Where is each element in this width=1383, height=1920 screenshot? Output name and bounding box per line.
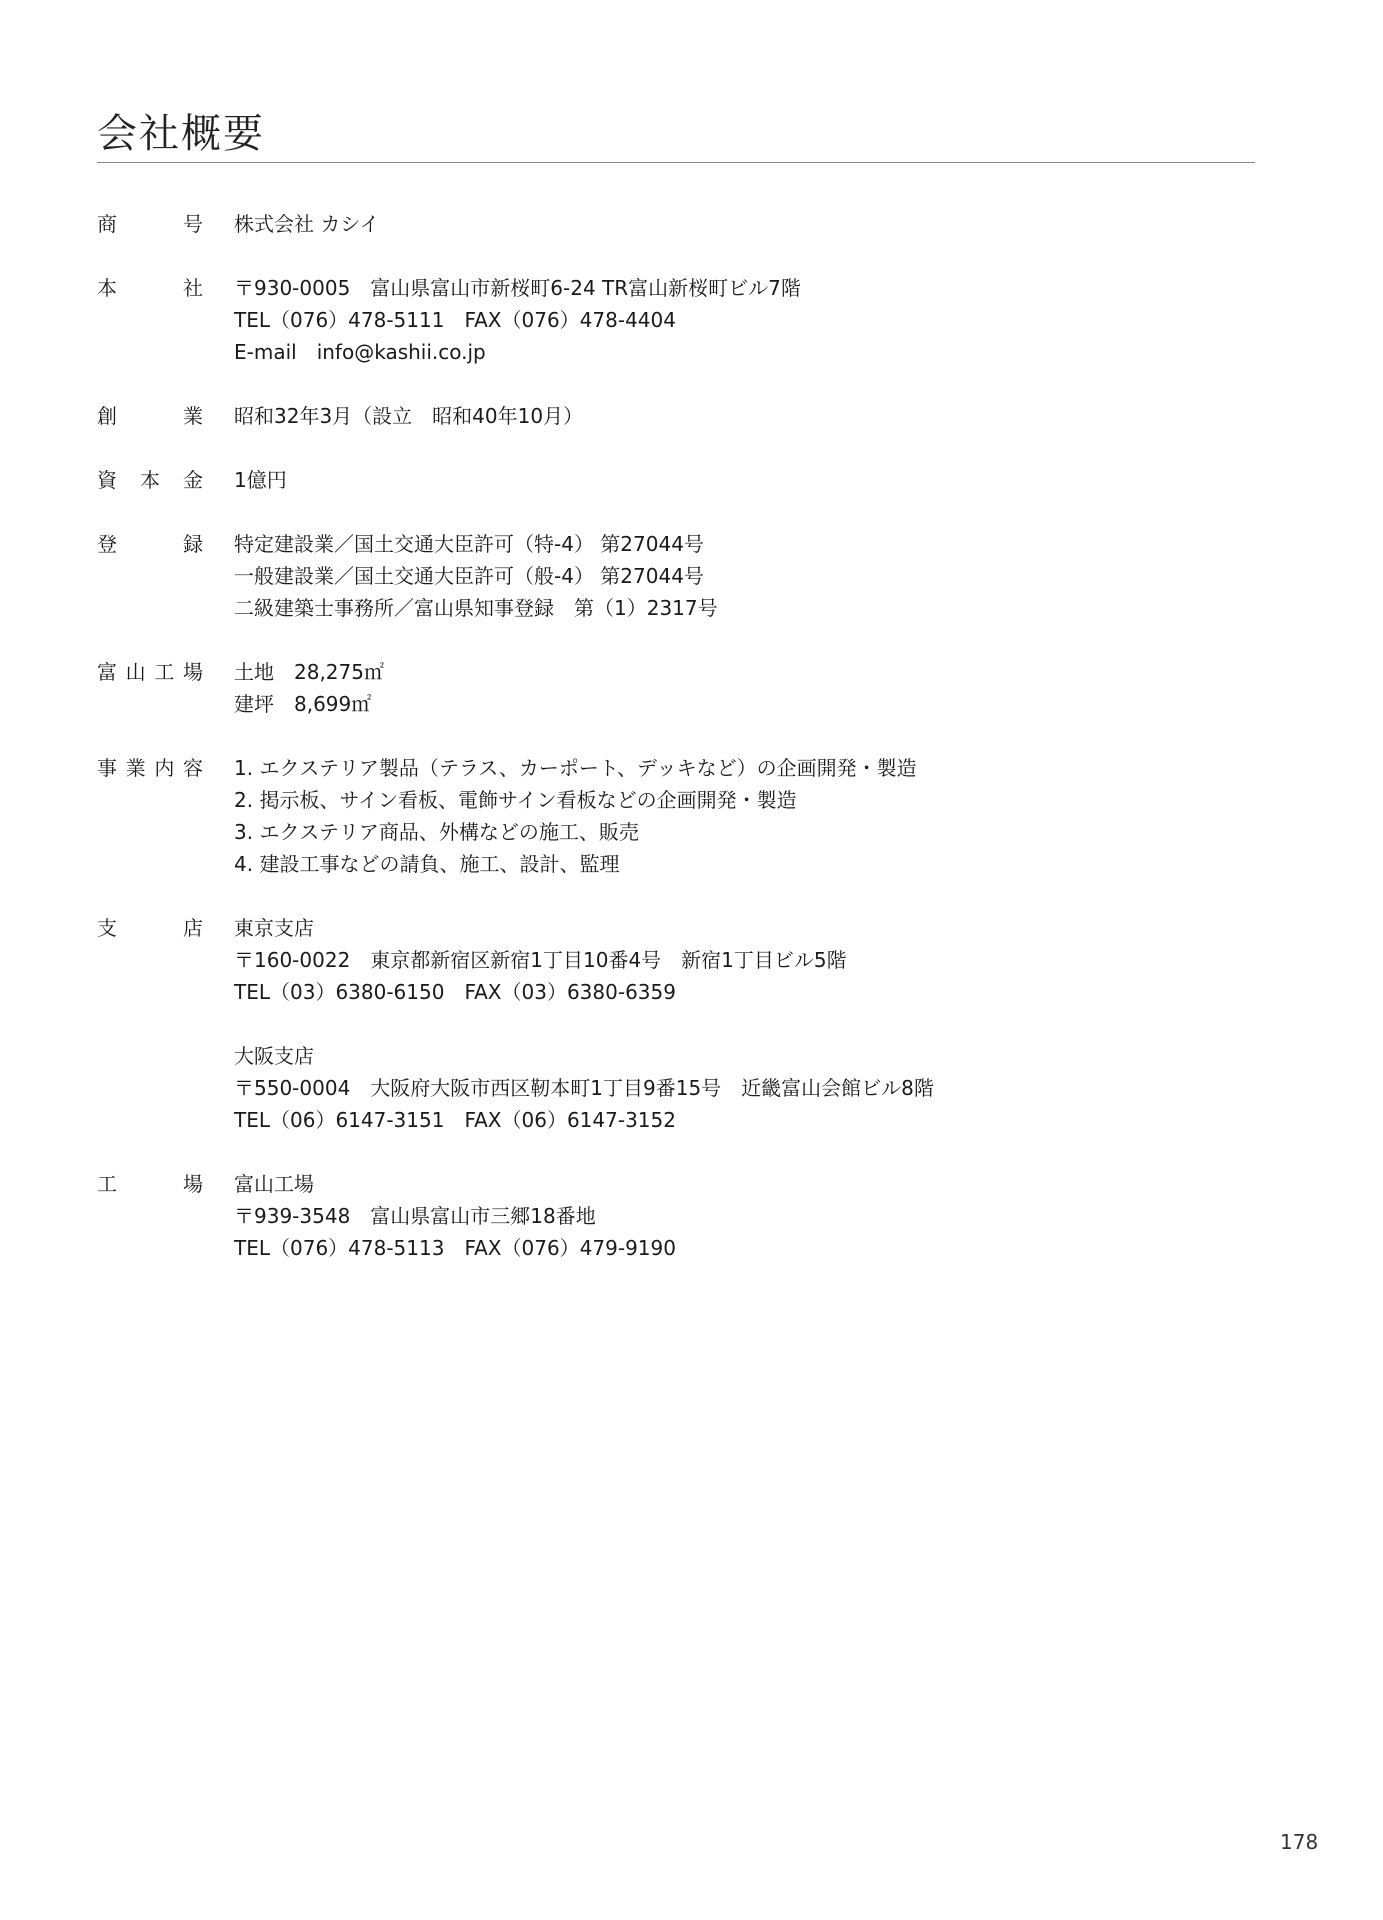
profile-row — [97, 1168, 1247, 1264]
row-value-line: TEL（03）6380-6150 FAX（03）6380-6359 — [234, 980, 676, 1004]
row-label-char: 内 — [154, 756, 175, 780]
row-value-line: 〒930-0005 富山県富山市新桜町6-24 TR富山新桜町ビル7階 — [234, 276, 801, 300]
row-values — [234, 656, 1247, 720]
row-value-line: 土地 28,275㎡ — [234, 660, 384, 684]
row-value-line: TEL（06）6147-3151 FAX（06）6147-3152 — [234, 1108, 676, 1132]
row-value-line: 昭和32年3月（設立 昭和40年10月） — [234, 404, 584, 428]
row-values — [234, 464, 1247, 496]
page-title: 会社概要 — [97, 111, 265, 157]
profile-row — [97, 464, 1247, 496]
row-label — [97, 1168, 203, 1200]
row-value-line: 富山工場 — [234, 1172, 314, 1196]
row-label-char: 業 — [125, 756, 146, 780]
profile-row — [97, 528, 1247, 624]
row-label-char: 本 — [97, 276, 117, 300]
title-divider — [97, 162, 1255, 163]
row-label-char: 登 — [97, 532, 117, 556]
row-value-line: 〒939-3548 富山県富山市三郷18番地 — [234, 1204, 596, 1228]
row-value-line: 1. エクステリア製品（テラス、カーポート、デッキなど）の企画開発・製造 — [234, 756, 917, 780]
row-label-char: 山 — [125, 660, 146, 684]
row-label — [97, 400, 203, 432]
row-value-line: 4. 建設工事などの請負、施工、設計、監理 — [234, 852, 620, 876]
row-label-char: 業 — [183, 404, 203, 428]
row-label-char: 本 — [140, 468, 160, 492]
row-label — [97, 656, 203, 688]
row-label-char: 場 — [182, 660, 203, 684]
row-label-char: 支 — [97, 916, 117, 940]
row-label-char: 店 — [183, 916, 203, 940]
row-label — [97, 528, 203, 560]
spacer — [234, 1008, 1247, 1040]
row-value-line: 〒550-0004 大阪府大阪市西区靭本町1丁目9番15号 近畿富山会館ビル8階 — [234, 1076, 934, 1100]
profile-row — [97, 400, 1247, 432]
row-label-char: 商 — [97, 212, 117, 236]
profile-row — [97, 656, 1247, 720]
row-values — [234, 272, 1247, 368]
row-label-char: 号 — [183, 212, 203, 236]
row-label-char: 工 — [154, 660, 175, 684]
profile-row — [97, 752, 1247, 880]
row-label — [97, 208, 203, 240]
row-values — [234, 912, 1247, 1136]
row-value-line: 株式会社 カシイ — [234, 212, 380, 236]
row-label — [97, 464, 203, 496]
row-value-line: 一般建設業／国土交通大臣許可（般-4） 第27044号 — [234, 564, 704, 588]
row-value-line: 〒160-0022 東京都新宿区新宿1丁目10番4号 新宿1丁目ビル5階 — [234, 948, 847, 972]
row-label-char: 事 — [97, 756, 117, 780]
row-label-char: 社 — [183, 276, 203, 300]
row-label-char: 容 — [182, 756, 203, 780]
row-value-line: 特定建設業／国土交通大臣許可（特-4） 第27044号 — [234, 532, 704, 556]
row-label — [97, 752, 203, 784]
profile-row — [97, 208, 1247, 240]
row-value-line: 2. 掲示板、サイン看板、電飾サイン看板などの企画開発・製造 — [234, 788, 797, 812]
row-value-line: 3. エクステリア商品、外構などの施工、販売 — [234, 820, 639, 844]
row-values — [234, 400, 1247, 432]
row-value-line: 東京支店 — [234, 916, 314, 940]
row-value-line: TEL（076）478-5111 FAX（076）478-4404 — [234, 308, 676, 332]
company-profile-table — [97, 208, 1247, 1296]
row-label-char: 録 — [183, 532, 203, 556]
row-values — [234, 528, 1247, 624]
row-label-char: 創 — [97, 404, 117, 428]
row-label-char: 工 — [97, 1172, 117, 1196]
row-value-line: 1億円 — [234, 468, 287, 492]
row-values — [234, 752, 1247, 880]
row-values — [234, 1168, 1247, 1264]
row-value-line: 建坪 8,699㎡ — [234, 692, 372, 716]
row-values — [234, 208, 1247, 240]
row-label-char: 富 — [97, 660, 117, 684]
row-value-line: 二級建築士事務所／富山県知事登録 第（1）2317号 — [234, 596, 718, 620]
page-number: 178 — [1280, 1830, 1319, 1854]
row-value-line: TEL（076）478-5113 FAX（076）479-9190 — [234, 1236, 676, 1260]
row-value-line: E-mail info@kashii.co.jp — [234, 340, 486, 364]
row-label-char: 場 — [183, 1172, 203, 1196]
row-label-char: 金 — [183, 468, 203, 492]
profile-row — [97, 912, 1247, 1136]
row-label — [97, 272, 203, 304]
profile-row — [97, 272, 1247, 368]
row-label-char: 資 — [97, 468, 117, 492]
row-value-line: 大阪支店 — [234, 1044, 314, 1068]
row-label — [97, 912, 203, 944]
